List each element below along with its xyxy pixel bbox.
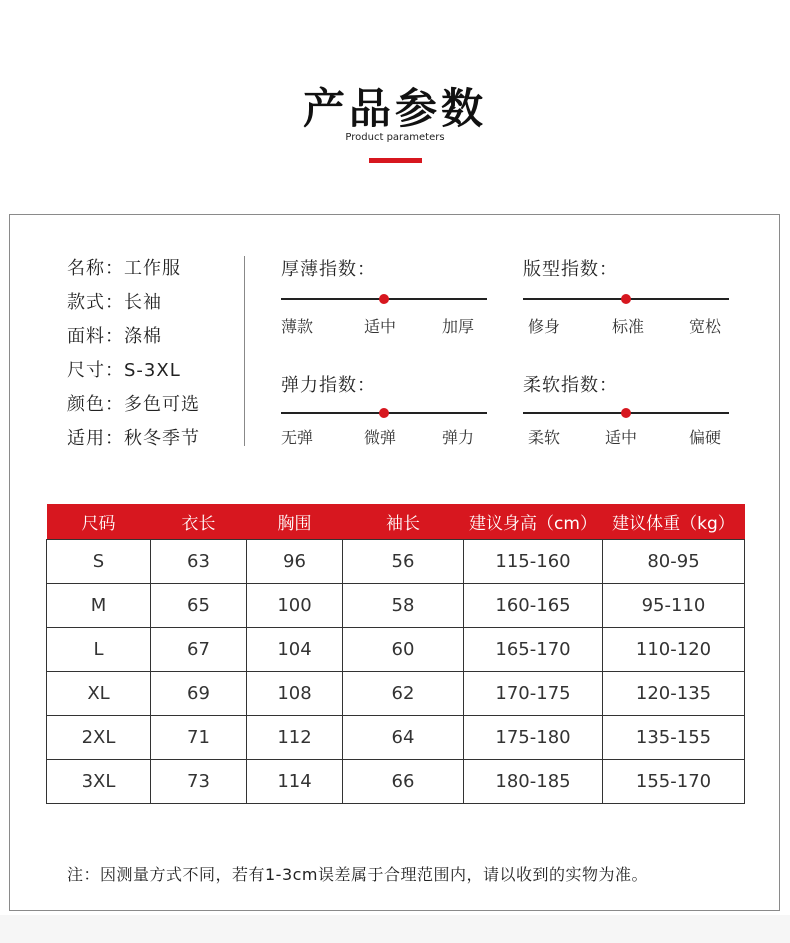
- index-marker: [379, 408, 389, 418]
- column-header: 建议体重（kg）: [603, 504, 745, 540]
- table-cell: 73: [151, 760, 247, 804]
- table-cell: 114: [247, 760, 343, 804]
- table-cell: 112: [247, 716, 343, 760]
- size-table: [46, 504, 745, 804]
- index-label-mid: 适中: [364, 317, 397, 336]
- index-label-low: 柔软: [528, 428, 561, 447]
- column-header: 建议身高（cm）: [464, 504, 603, 540]
- table-row: [47, 628, 745, 672]
- spec-divider: [244, 256, 245, 446]
- table-cell: M: [47, 584, 151, 628]
- table-cell: 65: [151, 584, 247, 628]
- table-row: [47, 584, 745, 628]
- table-cell: 58: [343, 584, 464, 628]
- table-cell: 69: [151, 672, 247, 716]
- table-cell: 100: [247, 584, 343, 628]
- index-label-low: 修身: [528, 317, 561, 336]
- spec-item-name: 名称：工作服: [67, 258, 181, 279]
- index-title: 版型指数：: [523, 259, 618, 280]
- index-marker: [621, 408, 631, 418]
- table-cell: 67: [151, 628, 247, 672]
- table-row: [47, 540, 745, 584]
- column-header: 尺码: [47, 504, 151, 540]
- page-subtitle: Product parameters: [345, 132, 445, 143]
- spec-item-color: 颜色：多色可选: [67, 394, 200, 415]
- table-cell: 104: [247, 628, 343, 672]
- spec-item-fabric: 面料：涤棉: [67, 326, 162, 347]
- spec-item-style: 款式：长袖: [67, 292, 162, 313]
- table-cell: 60: [343, 628, 464, 672]
- table-cell: 80-95: [603, 540, 745, 584]
- index-label-low: 无弹: [281, 428, 314, 447]
- table-cell: 120-135: [603, 672, 745, 716]
- table-cell: 155-170: [603, 760, 745, 804]
- spec-item-size: 尺寸：S-3XL: [67, 360, 181, 381]
- index-label-high: 弹力: [442, 428, 475, 447]
- index-title: 柔软指数：: [523, 375, 618, 396]
- index-title: 弹力指数：: [281, 375, 376, 396]
- index-label-high: 偏硬: [689, 428, 722, 447]
- index-label-mid: 微弹: [364, 428, 397, 447]
- index-label-high: 加厚: [442, 317, 475, 336]
- index-label-mid: 适中: [605, 428, 638, 447]
- index-marker: [621, 294, 631, 304]
- table-cell: 56: [343, 540, 464, 584]
- index-label-high: 宽松: [689, 317, 722, 336]
- table-cell: 170-175: [464, 672, 603, 716]
- table-cell: 165-170: [464, 628, 603, 672]
- column-header: 胸围: [247, 504, 343, 540]
- table-cell: S: [47, 540, 151, 584]
- spec-item-season: 适用：秋冬季节: [67, 428, 200, 449]
- table-cell: 110-120: [603, 628, 745, 672]
- table-cell: 135-155: [603, 716, 745, 760]
- table-cell: 64: [343, 716, 464, 760]
- table-cell: 108: [247, 672, 343, 716]
- index-title: 厚薄指数：: [281, 259, 376, 280]
- table-cell: 95-110: [603, 584, 745, 628]
- table-cell: 160-165: [464, 584, 603, 628]
- table-cell: 96: [247, 540, 343, 584]
- column-header: 袖长: [343, 504, 464, 540]
- index-label-mid: 标准: [612, 317, 645, 336]
- index-marker: [379, 294, 389, 304]
- table-cell: 3XL: [47, 760, 151, 804]
- table-cell: XL: [47, 672, 151, 716]
- footer-strip: [0, 915, 790, 943]
- title-accent-bar: [369, 158, 422, 163]
- table-cell: 71: [151, 716, 247, 760]
- table-row: [47, 672, 745, 716]
- table-cell: 66: [343, 760, 464, 804]
- table-row: [47, 716, 745, 760]
- measurement-note: 注：因测量方式不同，若有1-3cm误差属于合理范围内，请以收到的实物为准。: [67, 865, 649, 884]
- table-cell: 175-180: [464, 716, 603, 760]
- table-row: [47, 760, 745, 804]
- column-header: 衣长: [151, 504, 247, 540]
- table-cell: 115-160: [464, 540, 603, 584]
- table-cell: 62: [343, 672, 464, 716]
- table-cell: 63: [151, 540, 247, 584]
- index-label-low: 薄款: [281, 317, 314, 336]
- page-title: 产品参数: [302, 84, 487, 133]
- table-cell: 180-185: [464, 760, 603, 804]
- table-cell: L: [47, 628, 151, 672]
- table-cell: 2XL: [47, 716, 151, 760]
- size-table-header: [47, 504, 745, 540]
